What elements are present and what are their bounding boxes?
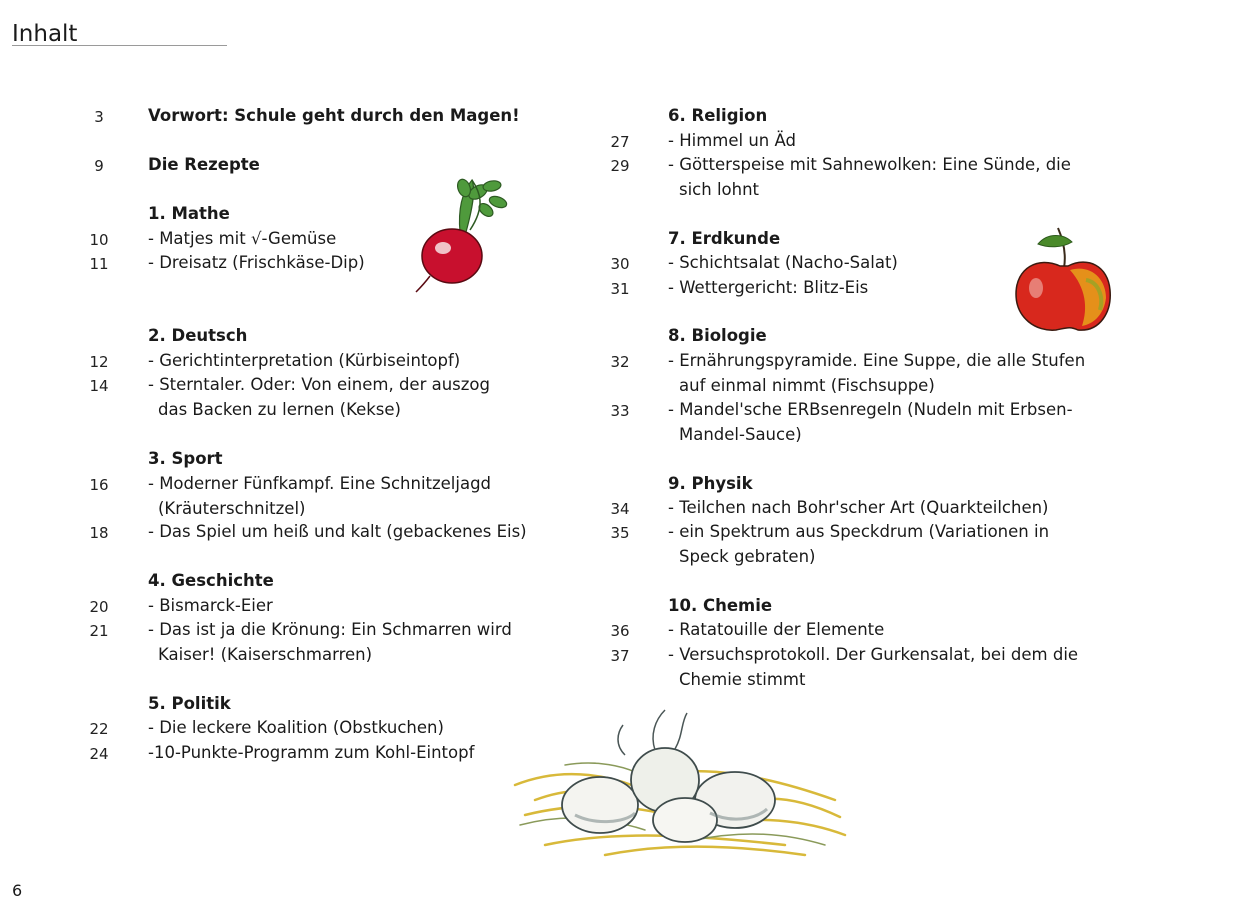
toc-section-heading: 10. Chemie (668, 596, 773, 615)
toc-section-heading: 2. Deutsch (148, 326, 248, 345)
radish-illustration (410, 170, 520, 295)
toc-entry-text: - Teilchen nach Bohr'scher Art (Quarkteilchen) (668, 498, 1049, 517)
toc-section-heading: 5. Politik (148, 694, 231, 713)
toc-page-number: 9 (94, 157, 104, 175)
heading-underline (12, 45, 227, 46)
toc-page-number: 10 (89, 231, 109, 249)
toc-page-number: 30 (610, 255, 630, 273)
toc-section-heading: 3. Sport (148, 449, 223, 468)
toc-entry-text: -10-Punkte-Programm zum Kohl-Eintopf (148, 743, 475, 762)
toc-entry-text: - Matjes mit √-Gemüse (148, 229, 337, 248)
toc-entry-text: - Dreisatz (Frischkäse-Dip) (148, 253, 365, 272)
toc-entry-text: (Kräuterschnitzel) (158, 498, 306, 518)
toc-section-heading: 7. Erdkunde (668, 229, 781, 248)
toc-page-number: 36 (610, 622, 630, 640)
toc-section-heading: 6. Religion (668, 106, 768, 125)
toc-page-number: 20 (89, 598, 109, 616)
toc-page-number: 14 (89, 377, 109, 395)
toc-entry-text: Mandel-Sauce) (679, 424, 802, 444)
toc-page-number: 27 (610, 133, 630, 151)
page-number: 6 (12, 881, 23, 900)
eggs-in-straw-illustration (505, 705, 855, 865)
toc-entry-text: - Ratatouille der Elemente (668, 620, 885, 639)
toc-entry-text: Chemie stimmt (679, 669, 806, 689)
toc-entry-text: - Sterntaler. Oder: Von einem, der auszog (148, 375, 490, 394)
toc-entry-text: das Backen zu lernen (Kekse) (158, 399, 401, 419)
apple-illustration (1008, 218, 1118, 338)
toc-entry-text: Kaiser! (Kaiserschmarren) (158, 644, 373, 664)
toc-entry-text: Speck gebraten) (679, 546, 816, 566)
toc-page-number: 34 (610, 500, 630, 518)
toc-entry-text: - Die leckere Koalition (Obstkuchen) (148, 718, 444, 737)
toc-page-number: 32 (610, 353, 630, 371)
toc-entry-text: - Wettergericht: Blitz-Eis (668, 278, 869, 297)
toc-page-number: 11 (89, 255, 109, 273)
toc-section-heading: Vorwort: Schule geht durch den Magen! (148, 106, 520, 125)
toc-entry-text: - Das Spiel um heiß und kalt (gebackenes Eis) (148, 522, 527, 541)
toc-entry-text: - Schichtsalat (Nacho-Salat) (668, 253, 898, 272)
toc-section-heading: 8. Biologie (668, 326, 767, 345)
toc-page-number: 16 (89, 476, 109, 494)
toc-page-number: 18 (89, 524, 109, 542)
toc-entry-text: - ein Spektrum aus Speckdrum (Variationen in (668, 522, 1050, 541)
toc-page-number: 31 (610, 280, 630, 298)
page-heading: Inhalt (12, 21, 78, 47)
toc-entry-text: - Versuchsprotokoll. Der Gurkensalat, bei dem die (668, 645, 1079, 664)
toc-page-number: 37 (610, 647, 630, 665)
toc-entry-text: - Gerichtinterpretation (Kürbiseintopf) (148, 351, 461, 370)
toc-entry-text: - Ernährungspyramide. Eine Suppe, die alle Stufen (668, 351, 1086, 370)
toc-page-number: 12 (89, 353, 109, 371)
toc-entry-text: - Himmel un Äd (668, 131, 796, 150)
toc-entry-text: - Moderner Fünfkampf. Eine Schnitzeljagd (148, 474, 492, 493)
toc-entry-text: - Mandel'sche ERBsenregeln (Nudeln mit Erbsen- (668, 400, 1073, 419)
toc-entry-text: - Götterspeise mit Sahnewolken: Eine Sünde, die (668, 155, 1071, 174)
toc-section-heading: 1. Mathe (148, 204, 230, 223)
toc-page-number: 24 (89, 745, 109, 763)
toc-entry-text: sich lohnt (679, 179, 760, 199)
toc-page-number: 35 (610, 524, 630, 542)
toc-section-heading: 4. Geschichte (148, 571, 274, 590)
toc-page-number: 21 (89, 622, 109, 640)
toc-entry-text: auf einmal nimmt (Fischsuppe) (679, 375, 935, 395)
toc-page-number: 33 (610, 402, 630, 420)
toc-entry-text: - Das ist ja die Krönung: Ein Schmarren wird (148, 620, 512, 639)
toc-section-heading: 9. Physik (668, 474, 753, 493)
toc-section-heading: Die Rezepte (148, 155, 260, 174)
toc-entry-text: - Bismarck-Eier (148, 596, 273, 615)
toc-page-number: 22 (89, 720, 109, 738)
toc-page-number: 29 (610, 157, 630, 175)
toc-page-number: 3 (94, 108, 104, 126)
